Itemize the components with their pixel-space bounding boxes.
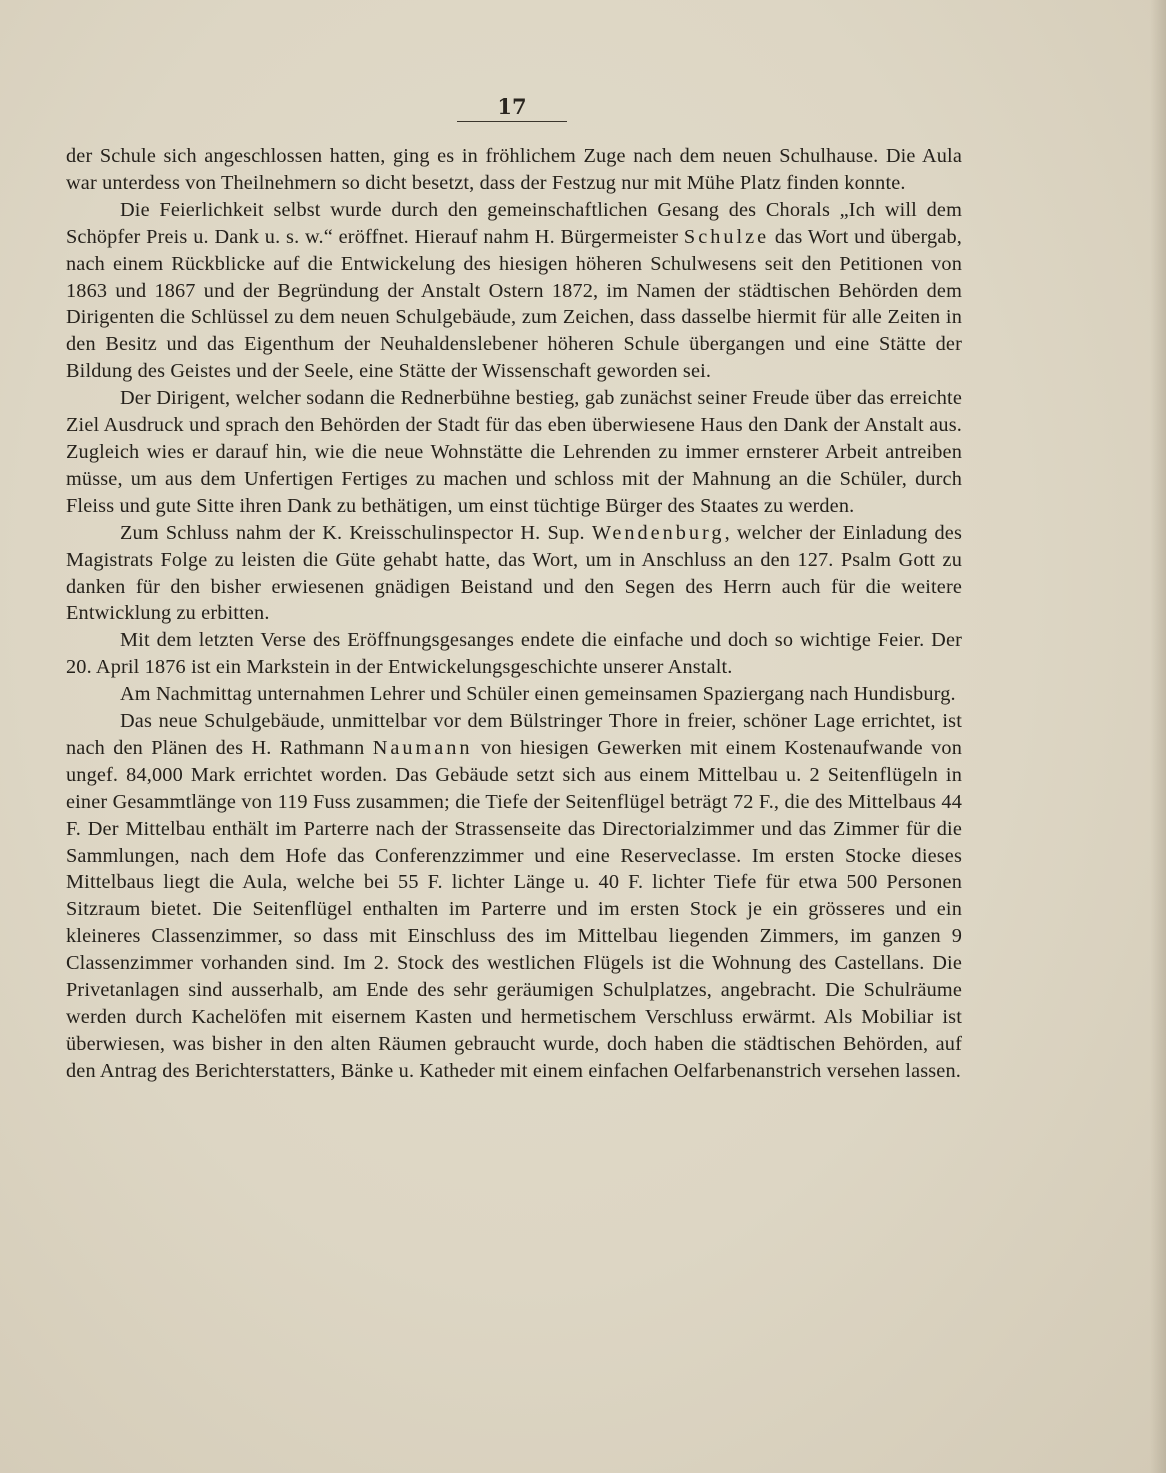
paragraph-closing-speech (66, 520, 962, 628)
paragraph-text: , welcher der Einladung des Magistrats Folge zu leisten die Güte gehabt hatte, das Wort, um in Anschluss an den 127. Psalm Gott zu danken für den bisher erwiesenen gnädigen Beistand und den Segen des Herrn auch für die weitere Entwicklung zu erbitten. (66, 521, 962, 625)
paragraph-afternoon-walk (66, 681, 962, 708)
page-edge-shadow (1150, 0, 1166, 1473)
page-number-rule (457, 121, 567, 122)
paragraph-building-description (66, 708, 962, 1085)
paragraph-text: Mit dem letzten Verse des Eröffnungsgesanges endete die einfache und doch so wichtige Feier. Der 20. April 1876 ist ein Markstein in der Entwickelungsgeschichte unserer Anstalt. (66, 629, 962, 679)
name-spaced-naumann: Naumann (372, 736, 473, 759)
body-text (66, 143, 962, 1085)
paragraph-text: der Schule sich angeschlossen hatten, ging es in fröhlichem Zuge nach dem neuen Schulhause. Die Aula war unterdess von Theilnehmern so dicht besetzt, dass der Festzug nur mit Mühe Platz finden konnte. (66, 145, 962, 194)
paragraph-text: das Wort und übergab, nach einem Rückblicke auf die Entwickelung des hiesigen höheren Schulwesens seit den Petitionen von 1863 und 1867 und der Begründung der Anstalt Ostern 1872, im Namen der städtischen Behörden dem Dirigenten die Schlüssel zu dem neuen Schulgebäude, zum Zeichen, dass dasselbe hiermit für alle Zeiten in den Besitz und das Eigenthum der Neuhaldenslebener höheren Schule übergangen und eine Stätte der Bildung des Geistes und der Seele, eine Stätte der Wissenschaft geworden sei. (66, 225, 962, 383)
paragraph-text: Zum Schluss nahm der K. Kreisschulinspector H. Sup. (120, 521, 592, 544)
name-spaced-wendenburg: Wendenburg (591, 521, 725, 544)
paragraph-text: Der Dirigent, welcher sodann die Rednerbühne bestieg, gab zunächst seiner Freude über das erreichte Ziel Ausdruck und sprach den Behörden der Stadt für das eben überwiesene Haus den Dank der Anstalt aus. Zugleich wies er darauf hin, wie die neue Wohnstätte die Lehrenden zu immer ernsterer Arbeit antreiben müsse, um aus dem Unfertigen Fertiges zu machen und schloss mit der Mahnung an die Schüler, durch Fleiss und gute Sitte ihren Dank zu bethätigen, um einst tüchtige Bürger des Staates zu werden. (66, 387, 962, 517)
paragraph-text: Das neue Schulgebäude, unmittelbar vor dem Bülstringer Thore in freier, schöner Lage errichtet, ist nach den Plänen des H. Rathmann (66, 710, 962, 759)
name-spaced-schulze: Schulze (683, 225, 770, 248)
paragraph-ceremony-opening (66, 197, 962, 385)
paragraph-continuation (66, 143, 962, 197)
page-number: 17 (497, 94, 527, 119)
paragraph-ceremony-end (66, 627, 962, 681)
paragraph-text: von hiesigen Gewerken mit einem Kostenaufwande von ungef. 84,000 Mark errichtet worden. Das Gebäude setzt sich aus einem Mittelbau u. 2 Seitenflügeln in einer Gesammtlänge von 119 Fuss zusammen; die Tiefe der Seitenflügel beträgt 72 F., die des Mittelbaus 44 F. Der Mittelbau enthält im Parterre nach der Strassenseite das Directorialzimmer und das Zimmer für die Sammlungen, nach dem Hofe das Conferenzzimmer und eine Reserveclasse. Im ersten Stocke dieses Mittelbaus liegt die Aula, welche bei 55 F. lichter Länge u. 40 F. lichter Tiefe für etwa 500 Personen Sitzraum bietet. Die Seitenflügel enthalten im Parterre und im ersten Stock je ein grösseres und ein kleineres Classenzimmer, so dass mit Einschluss des im Mittelbau liegenden Zimmers, im ganzen 9 Classenzimmer vorhanden sind. Im 2. Stock des westlichen Flügels ist die Wohnung des Castellans. Die Privetanlagen sind ausserhalb, am Ende des sehr geräumigen Schulplatzes, angebracht. Die Schulräume werden durch Kachelöfen mit eisernem Kasten und hermetischem Verschluss erwärmt. Als Mobiliar ist überwiesen, was bisher in den alten Räumen gebraucht wurde, doch haben die städtischen Behörden, auf den Antrag des Berichterstatters, Bänke u. Katheder mit einem einfachen Oelfarbenanstrich versehen lassen. (66, 736, 963, 1082)
paragraph-director-speech (66, 385, 962, 520)
paragraph-text: Die Feierlichkeit selbst wurde durch den gemeinschaftlichen Gesang des Chorals „Ich will dem Schöpfer Preis u. Dank u. s. w.“ eröffnet. Hierauf nahm H. Bürgermeister (66, 198, 962, 248)
paragraph-text: Am Nachmittag unternahmen Lehrer und Schüler einen gemeinsamen Spaziergang nach Hundisburg. (120, 683, 956, 706)
